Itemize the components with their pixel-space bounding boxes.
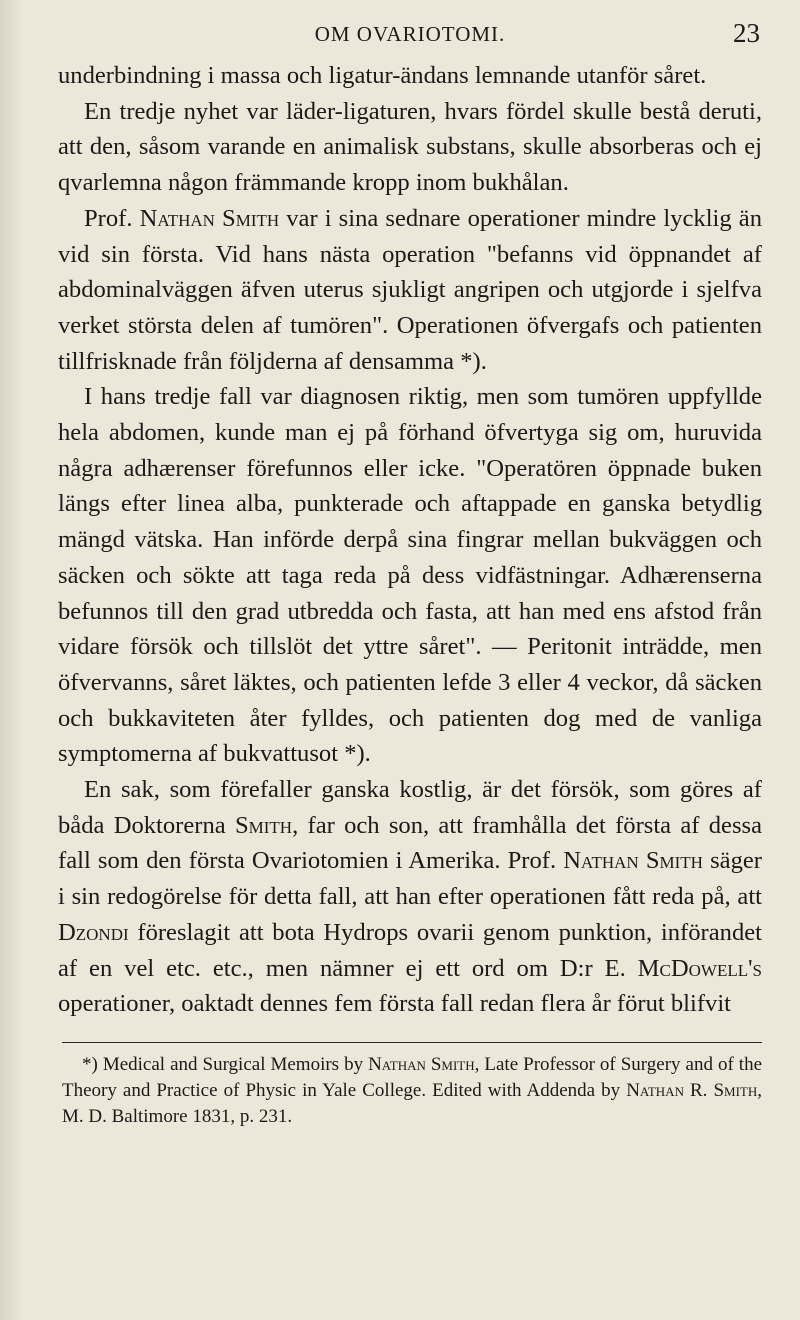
footnote-text-b: , Late Professor of Surgery and of the Theory and Practice of Physic in Yale College. Edited with Addenda by [62,1054,762,1101]
p3-text-a: Prof. [84,204,140,232]
footnote-divider [62,1042,762,1043]
footnote-name-2: Nathan R. Smith [626,1080,758,1101]
person-name-nathan-smith: Nathan Smith [139,204,280,232]
p5-text-c: säger i sin redogörelse för detta fall, att han efter operationen fått reda på, att [58,847,762,911]
running-title: OM OVARIOTOMI. [314,22,506,46]
body-text [58,58,762,1022]
footnote-text-a: *) Medical and Surgical Memoirs by [82,1054,369,1075]
person-name-smith: Smith [234,811,293,839]
p3-text-b: var i sina sednare operationer mindre lycklig än vid sin första. Vid hans nästa operation "befanns vid öppnandet af abdominalväggen äfven uterus sjukligt angripen och utgjorde i sjelfva verket största delen af tumören". Operationen öfvergafs och patienten tillfrisknade från följderna af densamma *). [58,204,762,375]
p5-text-d: föreslagit att bota Hydrops ovarii genom punktion, införandet af en vel etc. etc., men nämner ej ett ord om D:r E. [58,918,762,982]
paragraph-1: underbindning i massa och ligatur-ändans lemnande utanför såret. [58,62,707,89]
page-header [60,18,760,56]
paragraph-2: En tredje nyhet var läder-ligaturen, hvars fördel skulle bestå deruti, att den, såsom varande en animalisk substans, skulle absorberas och ej qvarlemna någon främmande kropp inom bukhålan. [58,97,762,197]
person-name-mcdowell: McDowell's [637,954,762,982]
p5-text-e: operationer, oaktadt dennes fem första fall redan flera år förut blifvit [58,990,732,1018]
p5-text-b: , far och son, att framhålla det första af dessa fall som den första Ovariotomien i Amerika. Prof. [58,811,763,875]
paragraph-4: I hans tredje fall var diagnosen riktig, men som tumören uppfyllde hela abdomen, kunde man ej på förhand öfvertyga sig om, huruvida några adhærenser förefunnos eller icke. "Operatören öppnade buken längs efter linea alba, punkterade och aftappade en ganska betydlig mängd vätska. Han införde derpå sina fingrar mellan bukväggen och säcken och sökte att taga reda på dess vidfästningar. Adhærenserna befunnos till den grad utbredda och fasta, att han med ens afstod från vidare försök och tillslöt det yttre såret". — Peritonit inträdde, men öfvervanns, såret läktes, och patienten lefde 3 eller 4 veckor, då säcken och bukkaviteten åter fylldes, och patienten dog med de vanliga symptomerna af bukvattusot *). [58,383,762,768]
person-name-nathan-smith: Nathan Smith [563,847,703,875]
page-edge-shadow [0,0,22,1320]
page-number: 23 [733,18,760,48]
paragraph-5 [58,772,762,1022]
footnote-text-c: , M. D. Baltimore 1831, p. 231. [62,1080,762,1127]
footnote [62,1052,762,1130]
p5-text-a: En sak, som förefaller ganska kostlig, är det försök, som göres af båda Doktorerna [58,776,762,839]
paragraph-3 [58,201,762,380]
footnote-name-1: Nathan Smith [368,1054,475,1075]
person-name-dzondi: Dzondi [58,918,129,946]
